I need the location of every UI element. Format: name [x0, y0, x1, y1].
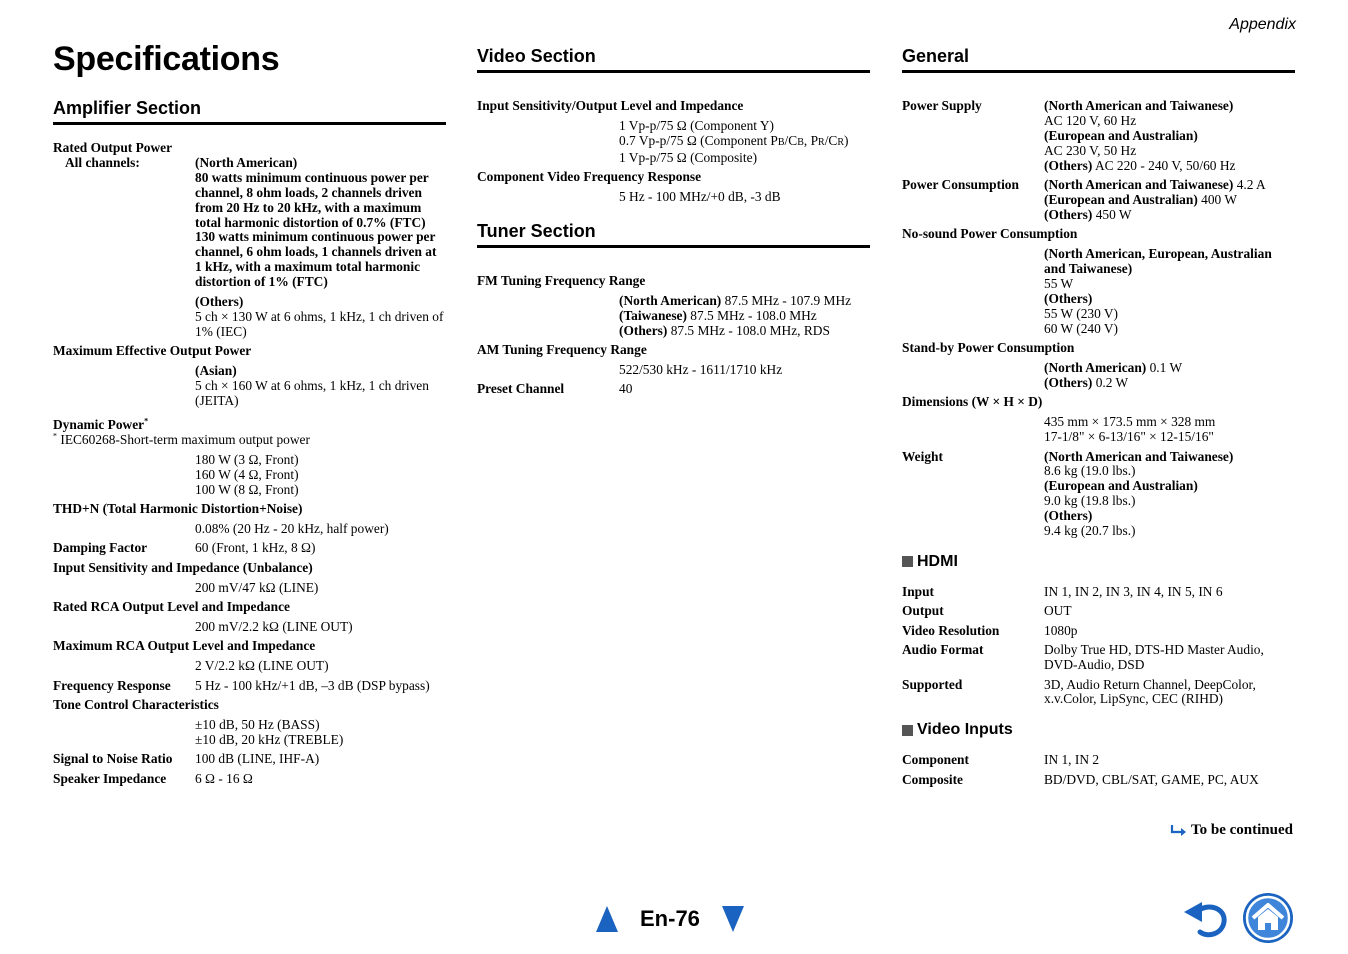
spec-value: 100 dB (LINE, IHF-A)	[195, 751, 320, 767]
tuner-section-heading: Tuner Section	[477, 221, 870, 248]
spec-label: Power Consumption	[902, 177, 1019, 193]
page-title: Specifications	[53, 40, 280, 78]
spec-label: Rated RCA Output Level and Impedance	[53, 598, 290, 614]
spec-label: FM Tuning Frequency Range	[477, 272, 646, 288]
spec-label: Video Resolution	[902, 622, 1000, 638]
back-icon[interactable]	[1182, 898, 1228, 938]
spec-label: Tone Control Characteristics	[53, 697, 219, 712]
spec-value: 522/530 kHz - 1611/1710 kHz	[619, 361, 783, 377]
spec-label: Input Sensitivity/Output Level and Impedance	[477, 98, 744, 113]
spec-value: ±10 dB, 20 kHz (TREBLE)	[195, 731, 344, 747]
tone-control	[53, 698, 446, 748]
amplifier-section-heading: Amplifier Section	[53, 98, 446, 125]
spec-value: (European and Australian) 400 W	[1044, 191, 1237, 207]
component-video-frequency	[477, 170, 870, 205]
spec-value: 160 W (4 Ω, Front)	[195, 466, 299, 482]
spec-label: Composite	[902, 771, 963, 787]
power-supply	[902, 99, 1295, 174]
home-icon[interactable]	[1242, 892, 1294, 944]
spec-value: (Others) 87.5 MHz - 108.0 MHz, RDS	[619, 322, 830, 338]
spec-value: 2 V/2.2 kΩ (LINE OUT)	[195, 658, 329, 674]
spec-value: 9.4 kg (20.7 lbs.)	[1044, 523, 1136, 539]
spec-label: AM Tuning Frequency Range	[477, 342, 647, 358]
previous-page-icon[interactable]	[596, 906, 618, 932]
hdmi-row	[902, 604, 1295, 619]
rated-output-power	[53, 141, 446, 340]
spec-value: 40	[619, 381, 633, 397]
spec-label: Input Sensitivity and Impedance (Unbalance)	[53, 559, 313, 575]
spec-value: 55 W	[1044, 275, 1074, 291]
spec-label: Frequency Response	[53, 677, 171, 693]
spec-value: (Others) 0.2 W	[1044, 374, 1129, 390]
spec-value: 6 Ω - 16 Ω	[195, 770, 253, 786]
hdmi-row	[902, 643, 1295, 673]
dimensions	[902, 395, 1295, 445]
hdmi-row	[902, 624, 1295, 639]
spec-value: 100 W (8 Ω, Front)	[195, 481, 299, 497]
spec-value: (North American and Taiwanese) 4.2 A	[1044, 177, 1266, 193]
rated-rca-output	[53, 600, 446, 635]
spec-value: 60 W (240 V)	[1044, 320, 1119, 336]
thd-spec	[53, 502, 446, 537]
region-label: (Others)	[1044, 508, 1093, 524]
region-label: (Others)	[1044, 290, 1093, 306]
spec-label: No-sound Power Consumption	[902, 226, 1078, 242]
spec-label: Weight	[902, 448, 943, 464]
video-input-sensitivity	[477, 99, 870, 166]
spec-value: (Others) AC 220 - 240 V, 50/60 Hz	[1044, 157, 1236, 173]
spec-value: IN 1, IN 2, IN 3, IN 4, IN 5, IN 6	[1044, 583, 1223, 599]
appendix-label: Appendix	[1229, 16, 1296, 33]
spec-label: Component	[902, 752, 969, 768]
spec-value: 55 W (230 V)	[1044, 305, 1119, 321]
spec-value: 60 (Front, 1 kHz, 8 Ω)	[195, 540, 316, 556]
preset-channel	[477, 382, 870, 397]
standby-power-consumption	[902, 341, 1295, 391]
spec-value: OUT	[1044, 603, 1072, 619]
weight	[902, 450, 1295, 539]
spec-value: 9.0 kg (19.8 lbs.)	[1044, 493, 1136, 509]
spec-value: 0.08% (20 Hz - 20 kHz, half power)	[195, 520, 389, 536]
region-label: (Others)	[195, 294, 244, 310]
dynamic-power	[53, 418, 446, 498]
spec-value: 5 ch × 130 W at 6 ohms, 1 kHz, 1 ch driven of 1% (IEC)	[195, 308, 444, 339]
continue-arrow-icon	[1170, 824, 1188, 838]
spec-value: IN 1, IN 2	[1044, 752, 1100, 768]
am-tuning-range	[477, 343, 870, 378]
spec-value: 3D, Audio Return Channel, DeepColor, x.v.Color, LipSync, CEC (RIHD)	[1044, 676, 1256, 707]
max-effective-output	[53, 344, 446, 409]
general-column	[902, 46, 1295, 792]
spec-label: Preset Channel	[477, 381, 565, 397]
video-tuner-column	[477, 46, 870, 402]
spec-value: (Taiwanese) 87.5 MHz - 108.0 MHz	[619, 307, 817, 323]
next-page-icon[interactable]	[722, 906, 744, 932]
spec-label: Power Supply	[902, 98, 982, 113]
spec-value: 180 W (3 Ω, Front)	[195, 451, 299, 467]
fm-tuning-range	[477, 274, 870, 339]
spec-label: Output	[902, 603, 944, 619]
spec-label: Maximum Effective Output Power	[53, 343, 252, 359]
spec-label: Maximum RCA Output Level and Impedance	[53, 638, 316, 654]
spec-label: Damping Factor	[53, 540, 148, 556]
signal-to-noise	[53, 752, 446, 767]
region-label: (North American)	[195, 154, 298, 170]
square-bullet-icon	[902, 556, 913, 567]
speaker-impedance	[53, 772, 446, 787]
spec-label: Input	[902, 583, 935, 599]
spec-label: Signal to Noise Ratio	[53, 751, 173, 767]
spec-value: 1 Vp-p/75 Ω (Composite)	[619, 149, 758, 165]
spec-value: 17-1/8" × 6-13/16" × 12-15/16"	[1044, 429, 1214, 445]
page-navigation	[596, 903, 744, 935]
spec-label: Dynamic Power	[53, 416, 145, 432]
spec-label: Supported	[902, 676, 963, 692]
spec-label: Stand-by Power Consumption	[902, 340, 1075, 356]
spec-value: AC 120 V, 60 Hz	[1044, 112, 1137, 128]
spec-value: 1080p	[1044, 622, 1078, 638]
hdmi-heading: HDMI	[902, 553, 1295, 571]
no-sound-power-consumption	[902, 227, 1295, 336]
region-label: (European and Australian)	[1044, 478, 1198, 494]
spec-value: 1 Vp-p/75 Ω (Component Y)	[619, 117, 775, 133]
footnote-text: IEC60268-Short-term maximum output power	[60, 431, 310, 447]
spec-value: 5 Hz - 100 kHz/+1 dB, –3 dB (DSP bypass)	[195, 677, 430, 693]
video-input-row	[902, 753, 1295, 768]
spec-label: Dimensions (W × H × D)	[902, 394, 1043, 410]
video-inputs-heading: Video Inputs	[902, 721, 1295, 739]
spec-value: (North American) 0.1 W	[1044, 360, 1183, 375]
spec-label: Audio Format	[902, 642, 984, 658]
max-rca-output	[53, 639, 446, 674]
spec-label: THD+N (Total Harmonic Distortion+Noise)	[53, 500, 303, 516]
damping-factor	[53, 541, 446, 556]
spec-value: 0.7 Vp-p/75 Ω (Component PB/CB, PR/CR)	[619, 132, 849, 148]
spec-value: AC 230 V, 50 Hz	[1044, 142, 1137, 158]
hdmi-row	[902, 585, 1295, 600]
spec-value: 5 Hz - 100 MHz/+0 dB, -3 dB	[619, 189, 781, 205]
spec-value: 80 watts minimum continuous power per channel, 8 ohm loads, 2 channels driven from 20 Hz to 20 kHz, with a maximum total harmonic distortion of 0.7% (FTC) 130 watts minimum continuous power per channel, 6 ohm loads, 1 channels driven at 1 kHz, with a maximum total harmonic distortion of 1% (FTC)	[195, 169, 437, 290]
region-label: (European and Australian)	[1044, 127, 1198, 143]
spec-value: (North American) 87.5 MHz - 107.9 MHz	[619, 292, 852, 308]
spec-value: BD/DVD, CBL/SAT, GAME, PC, AUX	[1044, 771, 1259, 787]
square-bullet-icon	[902, 725, 913, 736]
frequency-response	[53, 679, 446, 694]
footnote-marker: *	[144, 416, 149, 426]
spec-value: 5 ch × 160 W at 6 ohms, 1 kHz, 1 ch driven (JEITA)	[195, 378, 429, 408]
spec-value: (Others) 450 W	[1044, 206, 1132, 222]
hdmi-row	[902, 678, 1295, 708]
spec-value: 8.6 kg (19.0 lbs.)	[1044, 463, 1136, 479]
region-label: (North American, European, Australian and Taiwanese)	[1044, 246, 1272, 277]
region-label: (North American and Taiwanese)	[1044, 98, 1234, 113]
spec-label: Speaker Impedance	[53, 770, 167, 786]
spec-value: 200 mV/47 kΩ (LINE)	[195, 579, 319, 595]
amplifier-column	[53, 98, 446, 791]
spec-value: ±10 dB, 50 Hz (BASS)	[195, 716, 320, 732]
region-label: (Asian)	[195, 363, 237, 379]
footnote-marker: *	[53, 431, 57, 441]
video-section-heading: Video Section	[477, 46, 870, 73]
spec-value: Dolby True HD, DTS-HD Master Audio, DVD-Audio, DSD	[1044, 642, 1264, 673]
input-sensitivity	[53, 561, 446, 596]
spec-sublabel: All channels:	[65, 154, 140, 170]
spec-value: 435 mm × 173.5 mm × 328 mm	[1044, 414, 1216, 430]
page-number: En-76	[640, 906, 700, 931]
video-input-row	[902, 773, 1295, 788]
general-section-heading: General	[902, 46, 1295, 73]
spec-label: Rated Output Power	[53, 140, 173, 155]
region-label: (North American and Taiwanese)	[1044, 448, 1234, 464]
spec-label: Component Video Frequency Response	[477, 169, 702, 185]
power-consumption	[902, 178, 1295, 223]
to-be-continued: To be continued	[1170, 822, 1293, 839]
spec-value: 200 mV/2.2 kΩ (LINE OUT)	[195, 618, 353, 634]
